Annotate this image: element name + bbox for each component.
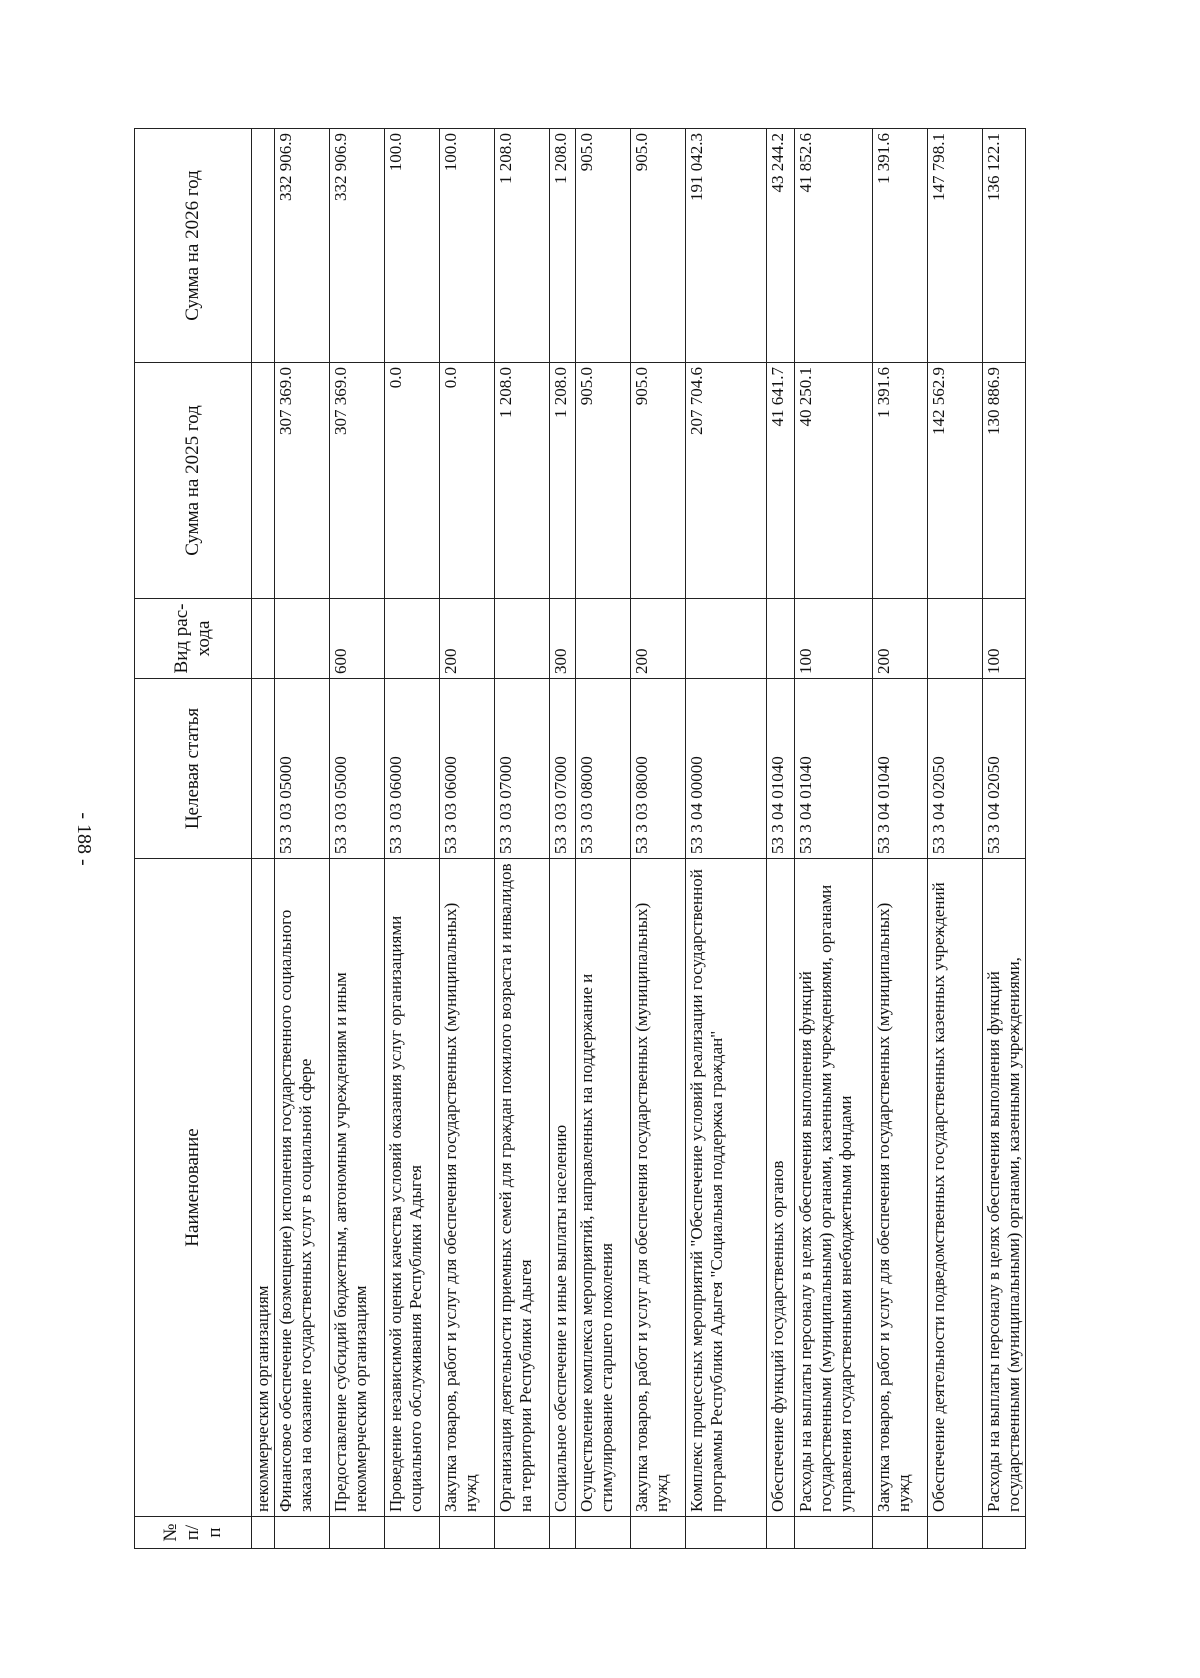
cell-kind: 600: [330, 599, 385, 679]
cell-code: 53 3 04 00000: [686, 679, 767, 859]
cell-sum-2026: 191 042.3: [686, 129, 767, 363]
cell-sum-2026: 905.0: [576, 129, 631, 363]
cell-code: 53 3 04 01040: [873, 679, 928, 859]
table-row: [767, 129, 795, 1549]
table-row: [576, 129, 631, 1549]
cell-kind: [686, 599, 767, 679]
table-row: [495, 129, 550, 1549]
cell-kind: 300: [550, 599, 576, 679]
cell-kind: 200: [873, 599, 928, 679]
cell-name: Закупка товаров, работ и услуг для обеспечения государственных (муниципальных) нужд: [440, 859, 495, 1517]
cell-name: Закупка товаров, работ и услуг для обеспечения государственных (муниципальных) нужд: [873, 859, 928, 1517]
cell-num: [686, 1517, 767, 1549]
cell-sum-2026: 1 208.0: [495, 129, 550, 363]
cell-sum-2025: 905.0: [631, 363, 686, 599]
cell-name: Осуществление комплекса мероприятий, направленных на поддержание и стимулирование старшего поколения: [576, 859, 631, 1517]
table-row: [275, 129, 330, 1549]
page-number: - 188 -: [73, 812, 95, 866]
cell-kind: 200: [631, 599, 686, 679]
cell-kind: [252, 599, 275, 679]
header-num: № п/п: [135, 1517, 252, 1549]
cell-name: Организация деятельности приемных семей для граждан пожилого возраста и инвалидов на территории Республики Адыгея: [495, 859, 550, 1517]
header-code: Целевая статья: [135, 679, 252, 859]
cell-kind: 200: [440, 599, 495, 679]
cell-code: 53 3 03 05000: [275, 679, 330, 859]
cell-sum-2026: 332 906.9: [275, 129, 330, 363]
cell-sum-2025: 307 369.0: [275, 363, 330, 599]
cell-name: Финансовое обеспечение (возмещение) исполнения государственного социального заказа на оказание государственных услуг в социальной сфере: [275, 859, 330, 1517]
cell-code: 53 3 04 02050: [983, 679, 1026, 859]
cell-sum-2025: 0.0: [440, 363, 495, 599]
cell-name: Закупка товаров, работ и услуг для обеспечения государственных (муниципальных) нужд: [631, 859, 686, 1517]
cell-code: 53 3 04 02050: [928, 679, 983, 859]
cell-name: Предоставление субсидий бюджетным, автономным учреждениям и иным некоммерческим организациям: [330, 859, 385, 1517]
cell-sum-2026: 100.0: [385, 129, 440, 363]
cell-kind: [928, 599, 983, 679]
cell-name: некоммерческим организациям: [252, 859, 275, 1517]
table-row: [631, 129, 686, 1549]
table-row: [330, 129, 385, 1549]
cell-kind: [385, 599, 440, 679]
cell-kind: 100: [795, 599, 873, 679]
cell-num: [495, 1517, 550, 1549]
cell-num: [252, 1517, 275, 1549]
cell-sum-2025: 0.0: [385, 363, 440, 599]
table-row: [686, 129, 767, 1549]
cell-code: 53 3 03 06000: [385, 679, 440, 859]
cell-name: Комплекс процессных мероприятий "Обеспечение условий реализации государственной программы Республики Адыгея "Социальная поддержка граждан": [686, 859, 767, 1517]
table-row: [795, 129, 873, 1549]
cell-sum-2025: 40 250.1: [795, 363, 873, 599]
cell-sum-2025: 1 208.0: [495, 363, 550, 599]
cell-kind: [576, 599, 631, 679]
cell-num: [983, 1517, 1026, 1549]
cell-name: Социальное обеспечение и иные выплаты населению: [550, 859, 576, 1517]
header-sum-2026: Сумма на 2026 год: [135, 129, 252, 363]
table-body: [252, 129, 1026, 1549]
cell-name: Расходы на выплаты персоналу в целях обеспечения выполнения функций государственными (муниципальными) органами, казенными учреждениями, органами управления государственными внебюджетными фондами: [795, 859, 873, 1517]
header-sum-2025: Сумма на 2025 год: [135, 363, 252, 599]
table-row: [928, 129, 983, 1549]
cell-code: 53 3 03 08000: [576, 679, 631, 859]
cell-name: Обеспечение деятельности подведомственных государственных казенных учреждений: [928, 859, 983, 1517]
cell-sum-2025: 130 886.9: [983, 363, 1026, 599]
cell-kind: [275, 599, 330, 679]
cell-sum-2026: 332 906.9: [330, 129, 385, 363]
table-row: [440, 129, 495, 1549]
cell-sum-2026: 1 208.0: [550, 129, 576, 363]
cell-name: Обеспечение функций государственных органов: [767, 859, 795, 1517]
cell-sum-2026: 147 798.1: [928, 129, 983, 363]
cell-sum-2026: 100.0: [440, 129, 495, 363]
cell-kind: 100: [983, 599, 1026, 679]
cell-num: [576, 1517, 631, 1549]
cell-sum-2025: 1 391.6: [873, 363, 928, 599]
cell-sum-2025: 142 562.9: [928, 363, 983, 599]
cell-sum-2025: 207 704.6: [686, 363, 767, 599]
cell-sum-2026: 136 122.1: [983, 129, 1026, 363]
cell-code: 53 3 03 06000: [440, 679, 495, 859]
cell-sum-2026: 41 852.6: [795, 129, 873, 363]
cell-name: Расходы на выплаты персоналу в целях обеспечения выполнения функций государственными (муниципальными) органами, казенными учреждениями,: [983, 859, 1026, 1517]
cell-sum-2026: 43 244.2: [767, 129, 795, 363]
cell-num: [550, 1517, 576, 1549]
cell-num: [440, 1517, 495, 1549]
budget-table: [134, 128, 1026, 1549]
cell-kind: [495, 599, 550, 679]
cell-num: [330, 1517, 385, 1549]
cell-code: 53 3 03 08000: [631, 679, 686, 859]
table-row: [385, 129, 440, 1549]
table-row: [983, 129, 1026, 1549]
cell-sum-2026: [252, 129, 275, 363]
header-name: Наименование: [135, 859, 252, 1517]
table-row: [550, 129, 576, 1549]
cell-sum-2026: 1 391.6: [873, 129, 928, 363]
cell-num: [767, 1517, 795, 1549]
rotated-table-container: [134, 129, 1023, 1549]
cell-num: [275, 1517, 330, 1549]
cell-sum-2025: [252, 363, 275, 599]
cell-sum-2025: 41 641.7: [767, 363, 795, 599]
cell-code: 53 3 04 01040: [767, 679, 795, 859]
cell-sum-2025: 905.0: [576, 363, 631, 599]
cell-code: 53 3 03 05000: [330, 679, 385, 859]
cell-code: 53 3 03 07000: [550, 679, 576, 859]
cell-sum-2025: 307 369.0: [330, 363, 385, 599]
cell-code: 53 3 04 01040: [795, 679, 873, 859]
cell-kind: [767, 599, 795, 679]
cell-num: [631, 1517, 686, 1549]
cell-name: Проведение независимой оценки качества условий оказания услуг организациями социального обслуживания Республики Адыгея: [385, 859, 440, 1517]
table-header-row: [135, 129, 252, 1549]
cell-num: [795, 1517, 873, 1549]
table-row: [873, 129, 928, 1549]
cell-sum-2026: 905.0: [631, 129, 686, 363]
cell-code: [252, 679, 275, 859]
cell-num: [385, 1517, 440, 1549]
cell-code: 53 3 03 07000: [495, 679, 550, 859]
cell-num: [873, 1517, 928, 1549]
header-kind: Вид рас- хода: [135, 599, 252, 679]
cell-sum-2025: 1 208.0: [550, 363, 576, 599]
table-row: [252, 129, 275, 1549]
cell-num: [928, 1517, 983, 1549]
